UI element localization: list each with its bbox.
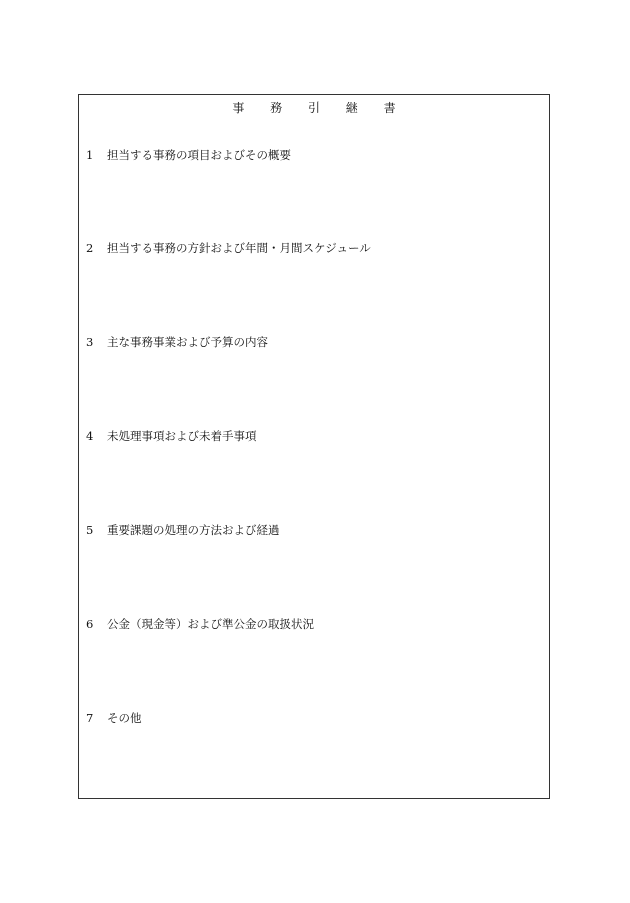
- section-heading: 担当する事務の方針および年間・月間スケジュール: [107, 241, 371, 255]
- section-number: 2: [86, 241, 94, 255]
- section-item-3: [86, 334, 268, 350]
- document-title: 事 務 引 継 書: [232, 101, 407, 115]
- section-item-1: [86, 147, 291, 163]
- section-heading: 重要課題の処理の方法および経過: [107, 523, 280, 537]
- section-heading: 担当する事務の項目およびその概要: [107, 148, 291, 162]
- section-item-7: [86, 710, 142, 726]
- section-heading: 主な事務事業および予算の内容: [107, 335, 268, 349]
- section-number: 6: [86, 617, 94, 631]
- section-heading: その他: [107, 711, 142, 725]
- section-number: 4: [86, 429, 94, 443]
- handover-form: [78, 94, 550, 799]
- section-heading: 公金（現金等）および準公金の取扱状況: [107, 617, 314, 631]
- section-number: 7: [86, 711, 94, 725]
- section-heading: 未処理事項および未着手事項: [107, 429, 257, 443]
- section-item-4: [86, 428, 257, 444]
- section-item-5: [86, 522, 280, 538]
- section-number: 1: [86, 148, 94, 162]
- section-number: 3: [86, 335, 94, 349]
- section-item-6: [86, 616, 314, 632]
- section-item-2: [86, 240, 371, 256]
- section-number: 5: [86, 523, 94, 537]
